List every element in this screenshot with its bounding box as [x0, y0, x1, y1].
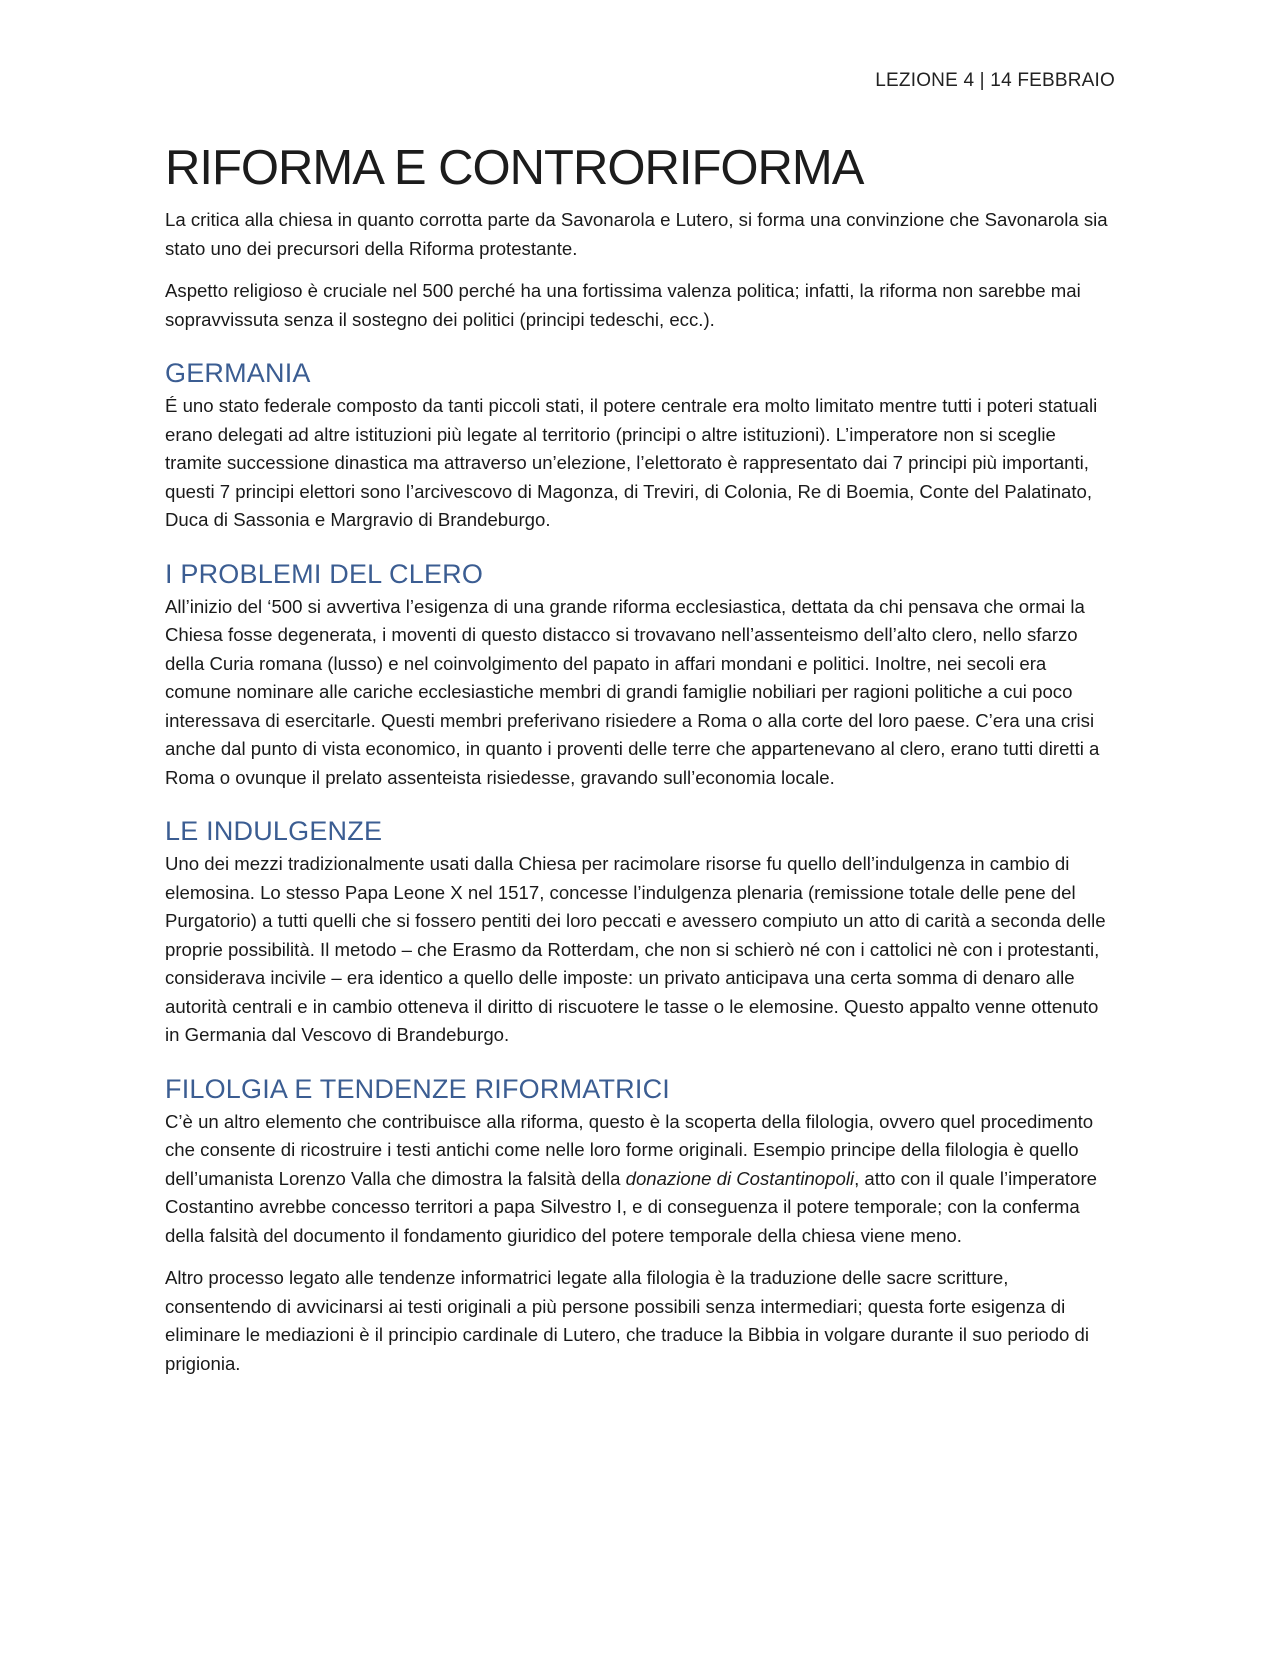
intro-paragraph-2: Aspetto religioso è cruciale nel 500 perché ha una fortissima valenza politica; infatti, la riforma non sarebbe mai sopravvissuta senza il sostegno dei politici (principi tedeschi, ecc.).	[165, 280, 1081, 330]
intro-paragraph-1: La critica alla chiesa in quanto corrotta parte da Savonarola e Lutero, si forma una convinzione che Savonarola sia stato uno dei precursori della Riforma protestante.	[165, 209, 1108, 259]
filologia-italic-title: donazione di Costantinopoli	[625, 1167, 855, 1189]
document-body	[165, 206, 1115, 1392]
section-heading-indulgenze: LE INDULGENZE	[165, 816, 383, 846]
filologia-text-before: C’è un altro elemento che contribuisce alla riforma, questo è la scoperta della filologia, ovvero quel procedimento che consente di ricostruire i testi antichi come nelle loro forme originali. Esempio principe della filologia è quello dell’umanista Lorenzo Valla che dimostra la falsità della	[165, 1110, 1094, 1189]
section-paragraph-filologia-2: Altro processo legato alle tendenze informatrici legate alla filologia è la traduzione delle sacre scritture, consentendo di avvicinarsi ai testi originali a più persone possibili senza intermediari; questa forte esigenza di eliminare le mediazioni è il principio cardinale di Lutero, che traduce la Bibbia in volgare durante il suo periodo di prigionia.	[165, 1267, 1090, 1374]
section-paragraph-problemi-clero: All’inizio del ‘500 si avvertiva l’esigenza di una grande riforma ecclesiastica, dettata da chi pensava che ormai la Chiesa fosse degenerata, i moventi di questo distacco si trovavano nell’assenteismo dell’alto clero, nello sfarzo della Curia romana (lusso) e nel coinvolgimento del papato in affari mondani e politici. Inoltre, nei secoli era comune nominare alle cariche ecclesiastiche membri di grandi famiglie nobiliari per ragioni politiche a cui poco interessava di esercitarle. Questi membri preferivano risiedere a Roma o alla corte del loro paese. C’era una crisi anche dal punto di vista economico, in quanto i proventi delle terre che appartenevano al clero, erano tutti diretti a Roma o ovunque il prelato assenteista risiedesse, gravando sull’economia locale.	[165, 595, 1100, 788]
section-paragraph-indulgenze: Uno dei mezzi tradizionalmente usati dalla Chiesa per racimolare risorse fu quello dell’indulgenza in cambio di elemosina. Lo stesso Papa Leone X nel 1517, concesse l’indulgenza plenaria (remissione totale delle pene del Purgatorio) a tutti quelli che si fossero pentiti dei loro peccati e avessero compiuto un atto di carità a seconda delle proprie possibilità. Il metodo – che Erasmo da Rotterdam, che non si schierò né con i cattolici nè con i protestanti, considerava incivile – era identico a quello delle imposte: un privato anticipava una certa somma di denaro alle autorità centrali e in cambio otteneva il diritto di riscuotere le tasse o le elemosine. Questo appalto venne ottenuto in Germania dal Vescovo di Brandeburgo.	[165, 853, 1106, 1045]
section-heading-problemi-clero: I PROBLEMI DEL CLERO	[165, 558, 484, 589]
document-title: RIFORMA E CONTRORIFORMA	[165, 141, 864, 195]
section-paragraph-germania: É uno stato federale composto da tanti piccoli stati, il potere centrale era molto limitato mentre tutti i poteri statuali erano delegati ad altre istituzioni più legate al territorio (principi o altre istituzioni). L’imperatore non si sceglie tramite successione dinastica ma attraverso un’elezione, l’elettorato è rappresentato dai 7 principi più importanti, questi 7 principi elettori sono l’arcivescovo di Magonza, di Treviri, di Colonia, Re di Boemia, Conte del Palatinato, Duca di Sassonia e Margravio di Brandeburgo.	[165, 395, 1098, 530]
section-heading-germania: GERMANIA	[165, 358, 311, 388]
section-heading-filologia: FILOLGIA E TENDENZE RIFORMATRICI	[165, 1073, 670, 1104]
section-paragraph-filologia-1	[165, 1108, 1115, 1251]
filologia-text-after: , atto con il quale l’imperatore Costantino avrebbe concesso territori a papa Silvestro I, e di conseguenza il potere temporale; con la conferma della falsità del documento il fondamento giuridico del potere temporale della chiesa viene meno.	[165, 1167, 1097, 1246]
page-header: LEZIONE 4 | 14 FEBBRAIO	[875, 70, 1115, 91]
